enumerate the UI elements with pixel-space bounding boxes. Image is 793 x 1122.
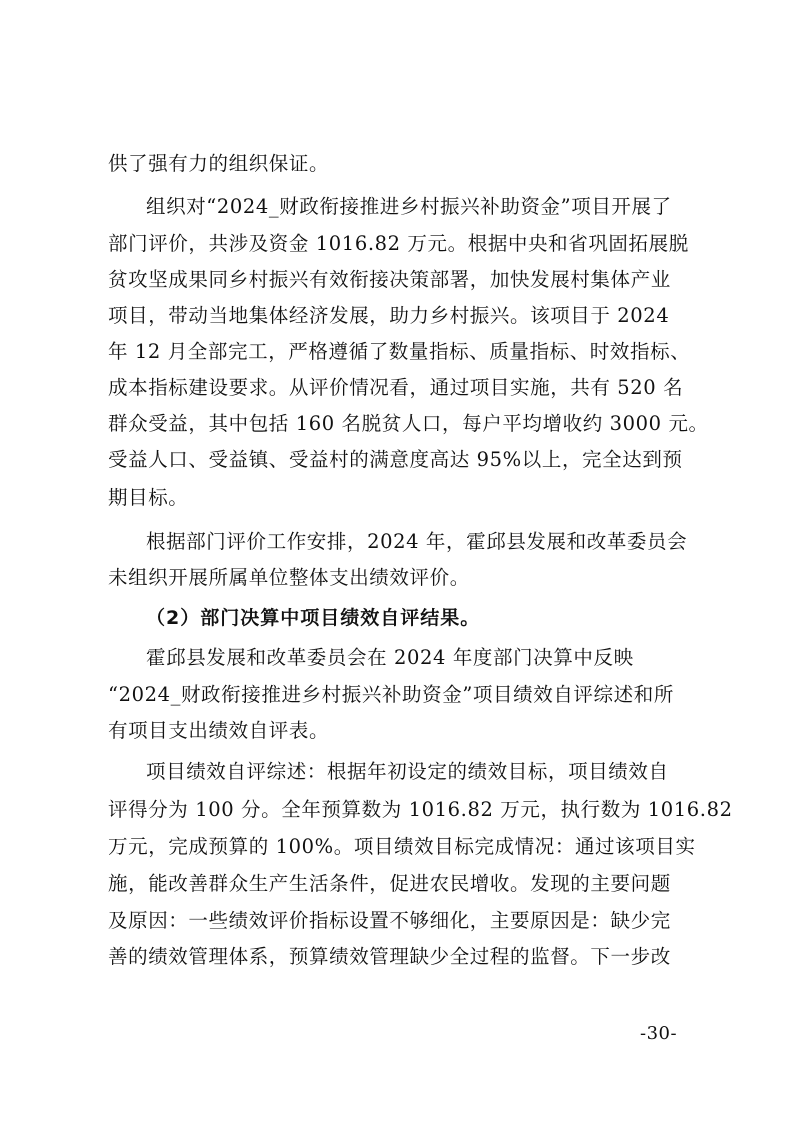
text-line: 部门评价，共涉及资金 1016.82 万元。根据中央和省巩固拓展脱 (108, 232, 689, 255)
text-line: 受益人口、受益镇、受益村的满意度高达 95%以上，完全达到预 (108, 448, 683, 471)
section-heading: （2）部门决算中项目绩效自评结果。 (146, 607, 481, 629)
page-number: -30- (640, 1023, 678, 1044)
text-line: 组织对“2024_财政衔接推进乡村振兴补助资金”项目开展了 (146, 195, 672, 218)
text-line: 群众受益，其中包括 160 名脱贫人口，每户平均增收约 3000 元。 (108, 412, 709, 435)
text-line: 施，能改善群众生产生活条件，促进农民增收。发现的主要问题 (108, 872, 671, 895)
text-line: 万元，完成预算的 100%。项目绩效目标完成情况：通过该项目实 (108, 835, 696, 858)
text-line: 项目，带动当地集体经济发展，助力乡村振兴。该项目于 2024 (108, 304, 670, 327)
text-line: 项目绩效自评综述：根据年初设定的绩效目标，项目绩效自 (146, 760, 669, 783)
text-line: 霍邱县发展和改革委员会在 2024 年度部门决算中反映 (146, 646, 634, 669)
text-line: 贫攻坚成果同乡村振兴有效衔接决策部署，加快发展村集体产业 (108, 268, 671, 291)
text-line: 未组织开展所属单位整体支出绩效评价。 (108, 566, 470, 589)
text-line: 及原因：一些绩效评价指标设置不够细化，主要原因是：缺少完 (108, 909, 671, 932)
text-line: 期目标。 (108, 486, 189, 509)
text-line: 成本指标建设要求。从评价情况看，通过项目实施，共有 520 名 (108, 376, 684, 399)
text-line: 善的绩效管理体系，预算绩效管理缺少全过程的监督。下一步改 (108, 945, 671, 968)
text-line: 供了强有力的组织保证。 (108, 152, 330, 175)
text-line: “2024_财政衔接推进乡村振兴补助资金”项目绩效自评综述和所 (108, 683, 674, 706)
text-line: 评得分为 100 分。全年预算数为 1016.82 万元，执行数为 1016.82 (108, 798, 733, 821)
text-line: 根据部门评价工作安排，2024 年，霍邱县发展和改革委员会 (146, 530, 688, 553)
text-line: 有项目支出绩效自评表。 (108, 719, 330, 742)
text-line: 年 12 月全部完工，严格遵循了数量指标、质量指标、时效指标、 (108, 340, 691, 363)
